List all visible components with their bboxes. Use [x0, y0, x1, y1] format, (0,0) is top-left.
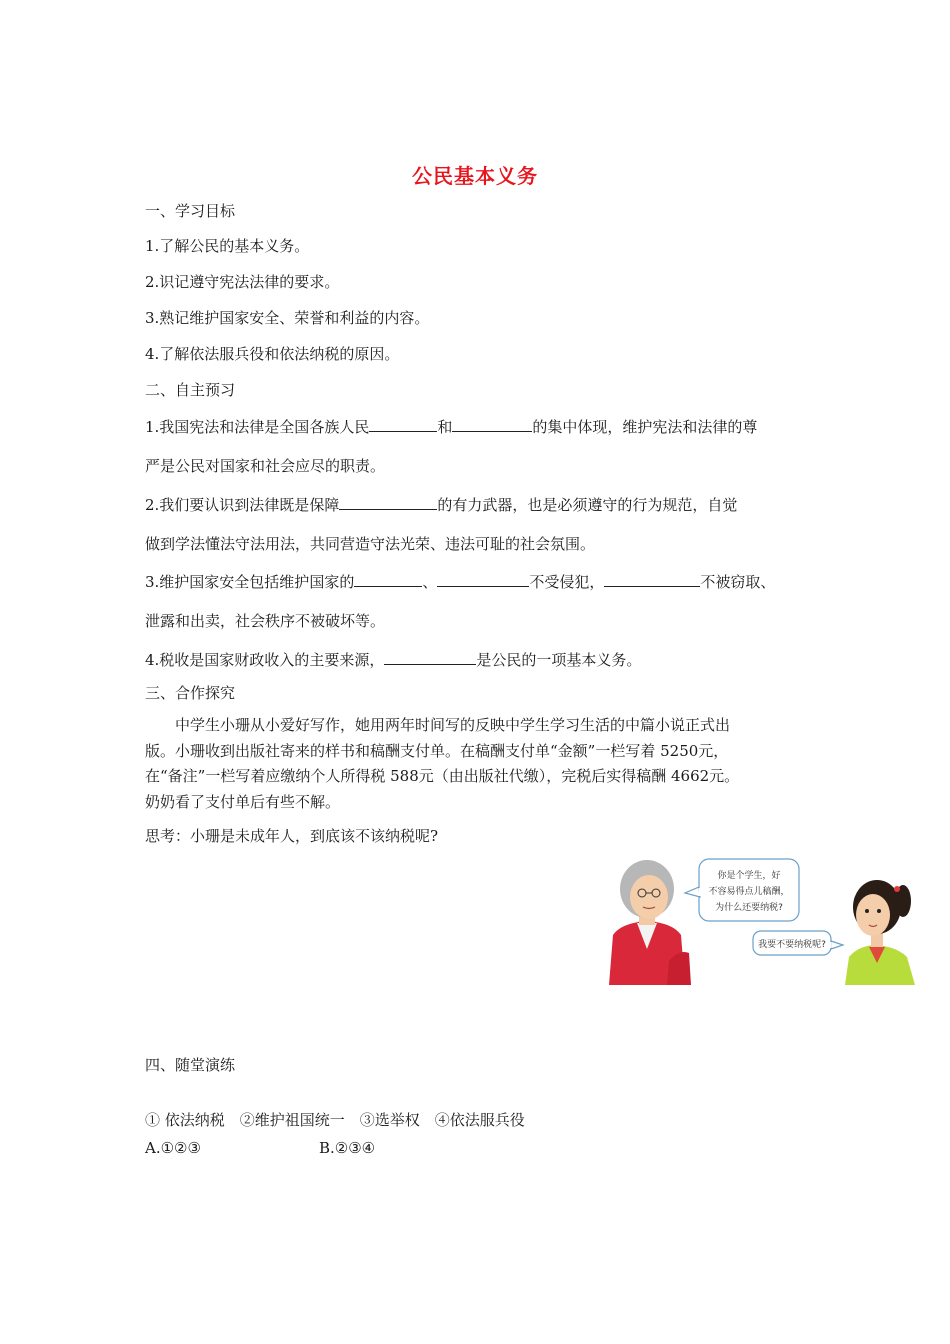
- objective-item: 2.识记遵守宪法法律的要求。: [145, 273, 340, 291]
- question-text: 不被窃取、: [700, 573, 776, 591]
- fill-blank[interactable]: [384, 648, 476, 665]
- paragraph-line: 中学生小珊从小爱好写作，她用两年时间写的反映中学生学习生活的中篇小说正式出: [175, 716, 731, 734]
- choice-a[interactable]: A.①②③: [145, 1139, 201, 1157]
- section4-heading: 四、随堂演练: [145, 1056, 236, 1074]
- question-text: 4.税收是国家财政收入的主要来源，: [145, 651, 385, 669]
- girl-figure: [845, 880, 915, 985]
- objective-item: 4.了解依法服兵役和依法纳税的原因。: [145, 345, 400, 363]
- page-title: 公民基本义务: [412, 164, 538, 188]
- paragraph-line: 在“备注”一栏写着应缴纳个人所得税 588元（由出版社代缴），完税后实得稿酬 4662元。: [145, 767, 740, 785]
- section3-heading: 三、合作探究: [145, 684, 236, 702]
- question-text: 不受侵犯，: [529, 573, 605, 591]
- fill-blank[interactable]: [369, 415, 437, 432]
- question-3-line-1: [145, 570, 775, 592]
- speech-bubble-grandma: [685, 859, 799, 921]
- svg-text:我要不要纳税呢?: 我要不要纳税呢?: [758, 940, 826, 950]
- options-line: ① 依法纳税 ②维护祖国统一 ③选举权 ④依法服兵役: [145, 1111, 525, 1129]
- question-2-line-1: [145, 493, 737, 515]
- fill-blank[interactable]: [452, 415, 532, 432]
- question-text: 的集中体现，维护宪法和法律的尊: [532, 418, 758, 436]
- question-text: 、: [422, 573, 438, 591]
- svg-text:你是个学生，好: 你是个学生，好: [717, 871, 781, 881]
- question-2-line-2: 做到学法懂法守法用法，共同营造守法光荣、违法可耻的社会氛围。: [145, 535, 596, 553]
- section2-heading: 二、自主预习: [145, 381, 236, 399]
- svg-text:为什么还要纳税?: 为什么还要纳税?: [715, 903, 783, 913]
- paragraph-line: 版。小珊收到出版社寄来的样书和稿酬支付单。在稿酬支付单“金额”一栏写着 5250元，: [145, 741, 729, 760]
- question-4-line-1: [145, 648, 641, 670]
- fill-blank[interactable]: [354, 570, 422, 587]
- question-1-line-1: [145, 415, 757, 437]
- svg-text:不容易得点儿稿酬，: 不容易得点儿稿酬，: [708, 887, 790, 897]
- grandma-figure: [609, 860, 691, 985]
- question-text: 2.我们要认识到法律既是保障: [145, 496, 340, 514]
- question-1-line-2: 严是公民对国家和社会应尽的职责。: [145, 457, 386, 475]
- fill-blank[interactable]: [604, 570, 700, 587]
- choice-b[interactable]: B.②③④: [319, 1139, 376, 1157]
- fill-blank[interactable]: [437, 570, 529, 587]
- question-text: 和: [437, 418, 453, 436]
- question-text: 3.维护国家安全包括维护国家的: [145, 573, 355, 591]
- question-3-line-2: 泄露和出卖，社会秩序不被破坏等。: [145, 612, 386, 630]
- speech-bubble-girl: [753, 931, 843, 955]
- question-text: 1.我国宪法和法律是全国各族人民: [145, 418, 370, 436]
- grandma-and-girl-illustration: [607, 853, 919, 985]
- question-text: 的有力武器，也是必须遵守的行为规范，自觉: [437, 496, 738, 514]
- thinking-question: 思考：小珊是未成年人，到底该不该纳税呢?: [145, 827, 439, 845]
- paragraph-line: 奶奶看了支付单后有些不解。: [145, 792, 341, 811]
- fill-blank[interactable]: [339, 493, 437, 510]
- objective-item: 1.了解公民的基本义务。: [145, 237, 310, 255]
- section1-heading: 一、学习目标: [145, 202, 236, 220]
- case-paragraph: [145, 713, 825, 815]
- objective-item: 3.熟记维护国家安全、荣誉和利益的内容。: [145, 309, 430, 327]
- question-text: 是公民的一项基本义务。: [476, 651, 642, 669]
